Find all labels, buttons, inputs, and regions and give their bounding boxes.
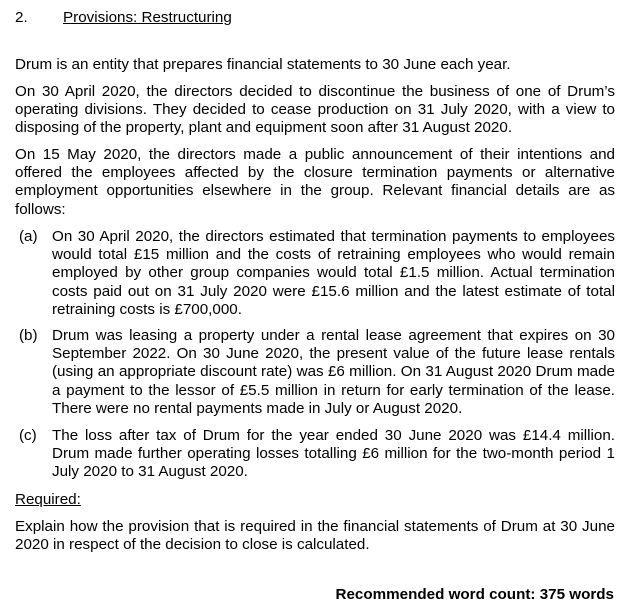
required-text: Explain how the provision that is required in the financial statements of Drum at 30 June 2020 in respect of the decision to close is calculated. [15, 518, 615, 554]
question-title: Provisions: Restructuring [63, 9, 232, 26]
word-count: Recommended word count: 375 words [335, 586, 614, 603]
question-heading [15, 9, 232, 27]
list-item-c [15, 427, 615, 482]
list-item-text: On 30 April 2020, the directors estimated that termination payments to employees would total £15 million and the costs of retraining employees who would remain employed by other group companies would total £1.5 million. Actual termination costs paid out on 31 July 2020 were £15.6 million and the latest estimate of total retraining costs is £700,000. [52, 228, 615, 318]
list-item-label: (c) [19, 427, 37, 444]
list-item-label: (a) [19, 228, 38, 245]
list-item-text: Drum was leasing a property under a rental lease agreement that expires on 30 September 2022. On 30 June 2020, the present value of the future lease rentals (using an appropriate discount rate) was £6 million. On 31 August 2020 Drum made a payment to the lessor of £5.5 million in return for early termination of the lease. There were no rental payments made in July or August 2020. [52, 327, 615, 417]
list-item-text: The loss after tax of Drum for the year ended 30 June 2020 was £14.4 million. Drum made further operating losses totalling £6 million for the two-month period 1 July 2020 to 31 August 2020. [52, 427, 615, 481]
intro-paragraph: Drum is an entity that prepares financial statements to 30 June each year. [15, 56, 511, 73]
required-heading: Required: [15, 491, 81, 508]
list-item-b [15, 327, 615, 418]
decision-paragraph: On 30 April 2020, the directors decided to discontinue the business of one of Drum’s operating divisions. They decided to cease production on 31 July 2020, with a view to disposing of the property, plant and equipment soon after 31 August 2020. [15, 83, 615, 137]
list-item-a [15, 228, 615, 319]
list-item-label: (b) [19, 327, 38, 344]
announcement-paragraph: On 15 May 2020, the directors made a public announcement of their intentions and offered the employees affected by the closure termination payments or alternative employment opportunities elsewhere in the group. Relevant financial details are as follows: [15, 146, 615, 218]
question-number: 2. [15, 9, 28, 26]
